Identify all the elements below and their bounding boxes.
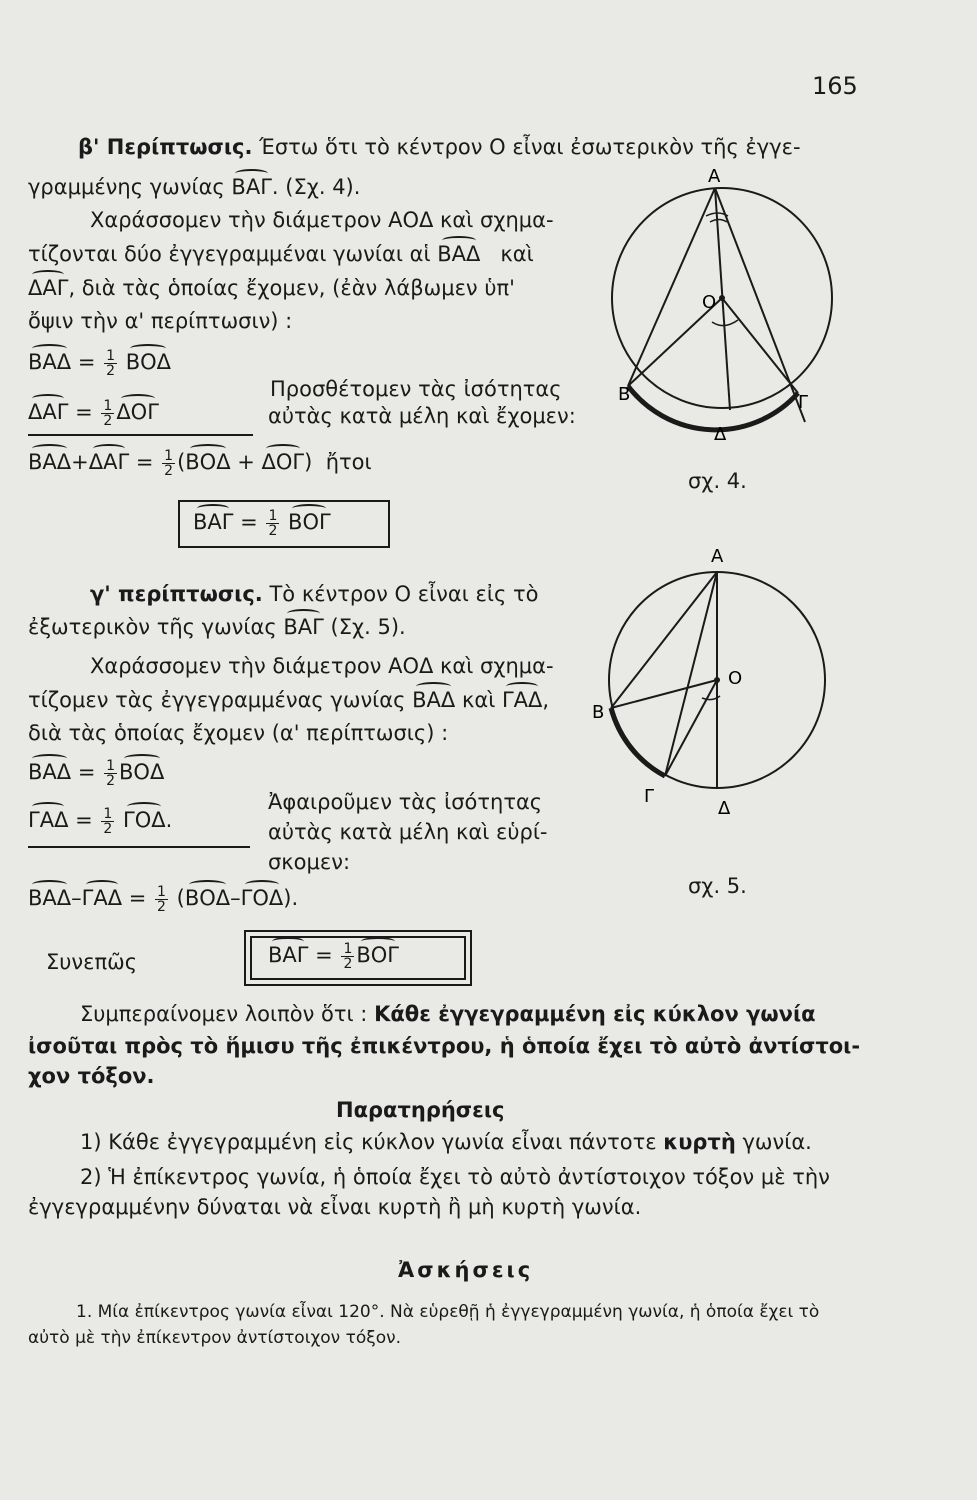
fraction-half: $\frac{1}{2}$ — [343, 940, 353, 972]
fig5-center-dot — [714, 677, 720, 683]
fig5-label-d: Δ — [718, 798, 731, 819]
fig5-label-g: Γ — [644, 786, 655, 807]
theorem-text-1: Κάθε ἐγγεγραμμένη εἰς κύκλον γωνία — [374, 1002, 816, 1026]
exercise-1-line-2: αὐτὸ μὲ τὴν ἐπίκεντρον ἀντίστοιχον τόξον. — [28, 1328, 401, 1348]
angle-label: ΒΑΔ — [28, 886, 72, 910]
remark-1-tail: γωνία. — [742, 1130, 812, 1154]
case-b-text-4: τίζονται δύο ἐγγεγραμμέναι γωνίαι αἱ — [28, 242, 431, 266]
conjunction: καὶ — [461, 688, 496, 712]
angle-label: ΔΟΓ — [261, 450, 305, 474]
figure-ref: . (Σχ. 4). — [271, 175, 361, 199]
fraction-half: $\frac{1}{2}$ — [106, 757, 116, 789]
case-c-text-2: ἐξωτερικὸν τῆς γωνίας — [28, 615, 277, 639]
case-c-equation-2: ΓΑΔ = $\frac{1}{2}$ ΓΟΔ. — [28, 805, 173, 837]
case-b-line-1 — [78, 133, 801, 161]
fig5-radius-ob — [611, 680, 717, 708]
case-c-heading: γ' περίπτωσις. — [90, 582, 263, 606]
case-b-text-2: γραμμένης γωνίας — [28, 175, 225, 199]
angle-label: ΒΟΔ — [119, 760, 165, 784]
angle-label: ΒΟΔ — [125, 350, 172, 374]
fig4-label-o: Ο — [702, 292, 717, 313]
case-c-line-5: διὰ τὰς ὁποίας ἔχομεν (α' περίπτωσις) : — [28, 721, 449, 745]
fraction-half: $\frac{1}{2}$ — [103, 805, 113, 837]
remark-2-line-1: 2) Ἡ ἐπίκεντρος γωνία, ἡ ὁποία ἔχει τὸ αὐτὸ ἀντίστοιχον τόξον μὲ τὴν — [80, 1165, 830, 1189]
exercise-1-line-1: 1. Μία ἐπίκεντρος γωνία εἶναι 120°. Νὰ εὑρεθῇ ἡ ἐγγεγραμμένη γωνία, ἡ ὁποία ἔχει τὸ — [76, 1302, 820, 1322]
angle-label: ΒΑΔ — [412, 688, 456, 712]
angle-label: ΓΟΔ — [123, 808, 166, 832]
angle-label: ΒΑΔ — [28, 450, 72, 474]
sub-text-2: αὐτὰς κατὰ μέλη καὶ εὑρί- — [268, 820, 548, 844]
sub-text-1: Ἀφαιροῦμεν τὰς ἰσότητας — [268, 790, 543, 814]
difference-rule — [28, 846, 250, 848]
case-b-heading: β' Περίπτωσις. — [78, 135, 253, 159]
angle-label: ΒΑΔ — [28, 760, 72, 784]
sum-rule — [28, 434, 253, 436]
case-b-line-5 — [28, 274, 515, 302]
fig4-label-g: Γ — [798, 392, 809, 413]
case-c-line-4: τίζομεν τὰς ἐγγεγραμμένας γωνίας ΒΑΔ καὶ ΓΑΔ, — [28, 688, 550, 712]
angle-label: ΒΟΓ — [356, 943, 399, 967]
exercises-title: Ἀσκήσεις — [398, 1258, 534, 1282]
figure-4 — [600, 160, 860, 460]
remark-1-text: 1) Κάθε ἐγγεγραμμένη εἰς κύκλον γωνία εἶναι πάντοτε — [80, 1130, 657, 1154]
angle-label: ΒΟΔ — [185, 450, 231, 474]
fraction-half: $\frac{1}{2}$ — [103, 397, 113, 429]
theorem-text-3: χον τόξον. — [28, 1064, 155, 1088]
fig5-label-o: Ο — [728, 668, 743, 689]
case-b-result: ΒΑΓ = $\frac{1}{2}$ ΒΟΓ — [193, 507, 331, 539]
angle-label: ΒΟΓ — [288, 510, 331, 534]
fig4-label-d: Δ — [714, 424, 727, 445]
case-c-equation-1: ΒΑΔ = $\frac{1}{2}$ ΒΟΔ — [28, 757, 165, 789]
sub-text-3: σκομεν: — [268, 850, 351, 874]
angle-label: ΓΑΔ — [28, 808, 69, 832]
conclusion-lead: Συμπεραίνομεν λοιπὸν ὅτι : — [80, 1002, 368, 1026]
angle-label: ΔΟΓ — [116, 400, 159, 424]
fraction-half: $\frac{1}{2}$ — [268, 507, 278, 539]
figure-5 — [580, 540, 840, 830]
sum-tail: ἤτοι — [325, 450, 372, 474]
fig5-chord-ab — [611, 572, 717, 708]
figure-ref: (Σχ. 5). — [330, 615, 406, 639]
fig4-label-b: Β — [618, 384, 631, 405]
fraction-half: $\frac{1}{2}$ — [164, 447, 174, 479]
fig5-radius-og — [665, 680, 717, 776]
fig5-caption: σχ. 5. — [688, 874, 747, 898]
angle-label: ΓΟΔ — [240, 886, 284, 910]
case-b-line-2 — [28, 173, 360, 201]
fig5-label-b: Β — [592, 702, 605, 723]
remark-1 — [80, 1128, 812, 1156]
angle-label: ΔΑΓ — [28, 400, 69, 424]
case-c-text-1: Τὸ κέντρον Ο εἶναι εἰς τὸ — [269, 582, 539, 606]
case-b-line-6: ὄψιν τὴν α' περίπτωσιν) : — [28, 309, 293, 333]
angle-label: ΓΑΔ — [501, 688, 543, 712]
fig4-chord-ab — [628, 188, 715, 386]
angle-label: ΒΑΓ — [231, 175, 272, 199]
angle-label: ΒΑΓ — [268, 943, 309, 967]
angle-label: ΔΑΓ — [28, 276, 69, 300]
case-c-difference: ΒΑΔ–ΓΑΔ = $\frac{1}{2}$ (ΒΟΔ–ΓΟΔ). — [28, 883, 299, 915]
case-b-equation-2: ΔΑΓ = $\frac{1}{2}$ ΔΟΓ — [28, 397, 159, 429]
fig5-label-a: Α — [711, 546, 724, 567]
conclusion-line-1 — [80, 1000, 816, 1028]
case-c-text-4: τίζομεν τὰς ἐγγεγραμμένας γωνίας — [28, 688, 406, 712]
angle-label: ΒΑΓ — [283, 615, 324, 639]
fig4-caption: σχ. 4. — [688, 469, 747, 493]
case-b-equation-1: ΒΑΔ = $\frac{1}{2}$ ΒΟΔ — [28, 347, 172, 379]
case-b-sum: ΒΑΔ+ΔΑΓ = $\frac{1}{2}$ (ΒΟΔ + ΔΟΓ) ἤτοι — [28, 447, 372, 479]
angle-label: ΒΑΓ — [193, 510, 234, 534]
case-c-line-2 — [28, 613, 406, 641]
fraction-half: $\frac{1}{2}$ — [106, 347, 116, 379]
add-text-1: Προσθέτομεν τὰς ἰσότητας — [270, 377, 562, 401]
case-b-line-3: Χαράσσομεν τὴν διάμετρον ΑΟΔ καὶ σχημα- — [90, 208, 554, 232]
case-b-text-1: Έστω ὅτι τὸ κέντρον Ο εἶναι ἐσωτερικὸν τῆς ἐγγε- — [259, 135, 801, 159]
add-text-2: αὐτὰς κατὰ μέλη καὶ ἔχομεν: — [268, 404, 576, 428]
case-b-line-4 — [28, 240, 534, 268]
fig4-label-a: Α — [708, 166, 721, 187]
fig4-radius-og — [722, 298, 798, 393]
angle-label: ΒΑΔ — [437, 242, 481, 266]
theorem-text-2: ἰσοῦται πρὸς τὸ ἥμισυ τῆς ἐπικέντρου, ἡ ὁποία ἔχει τὸ αὐτὸ ἀντίστοι- — [28, 1034, 861, 1058]
remark-1-emphasis: κυρτὴ — [663, 1130, 736, 1154]
angle-label: ΒΟΔ — [184, 886, 231, 910]
case-b-text-5: , διὰ τὰς ὁποίας ἔχομεν, (ἐὰν λάβωμεν ὑπ' — [68, 276, 515, 300]
fraction-half: $\frac{1}{2}$ — [157, 883, 166, 915]
fig5-arc-bg — [611, 708, 665, 776]
angle-label: ΔΑΓ — [88, 450, 130, 474]
conjunction: καὶ — [500, 242, 534, 266]
angle-label: ΒΑΔ — [28, 350, 72, 374]
fig4-angle-mark-a2 — [710, 220, 727, 223]
page-number: 165 — [812, 72, 858, 100]
case-c-line-1 — [90, 580, 539, 608]
remark-2-line-2: ἐγγεγραμμένην δύναται νὰ εἶναι κυρτὴ ἢ μὴ κυρτὴ γωνία. — [28, 1195, 642, 1219]
fig4-center-dot — [719, 295, 725, 301]
case-c-result: ΒΑΓ = $\frac{1}{2}$ ΒΟΓ — [268, 940, 399, 972]
remarks-title: Παρατηρήσεις — [336, 1098, 505, 1122]
fig5-chord-ag — [665, 572, 717, 776]
case-c-line-3: Χαράσσομεν τὴν διάμετρον ΑΟΔ καὶ σχημα- — [90, 654, 554, 678]
angle-label: ΓΑΔ — [81, 886, 123, 910]
therefore-label: Συνεπῶς — [46, 950, 138, 974]
